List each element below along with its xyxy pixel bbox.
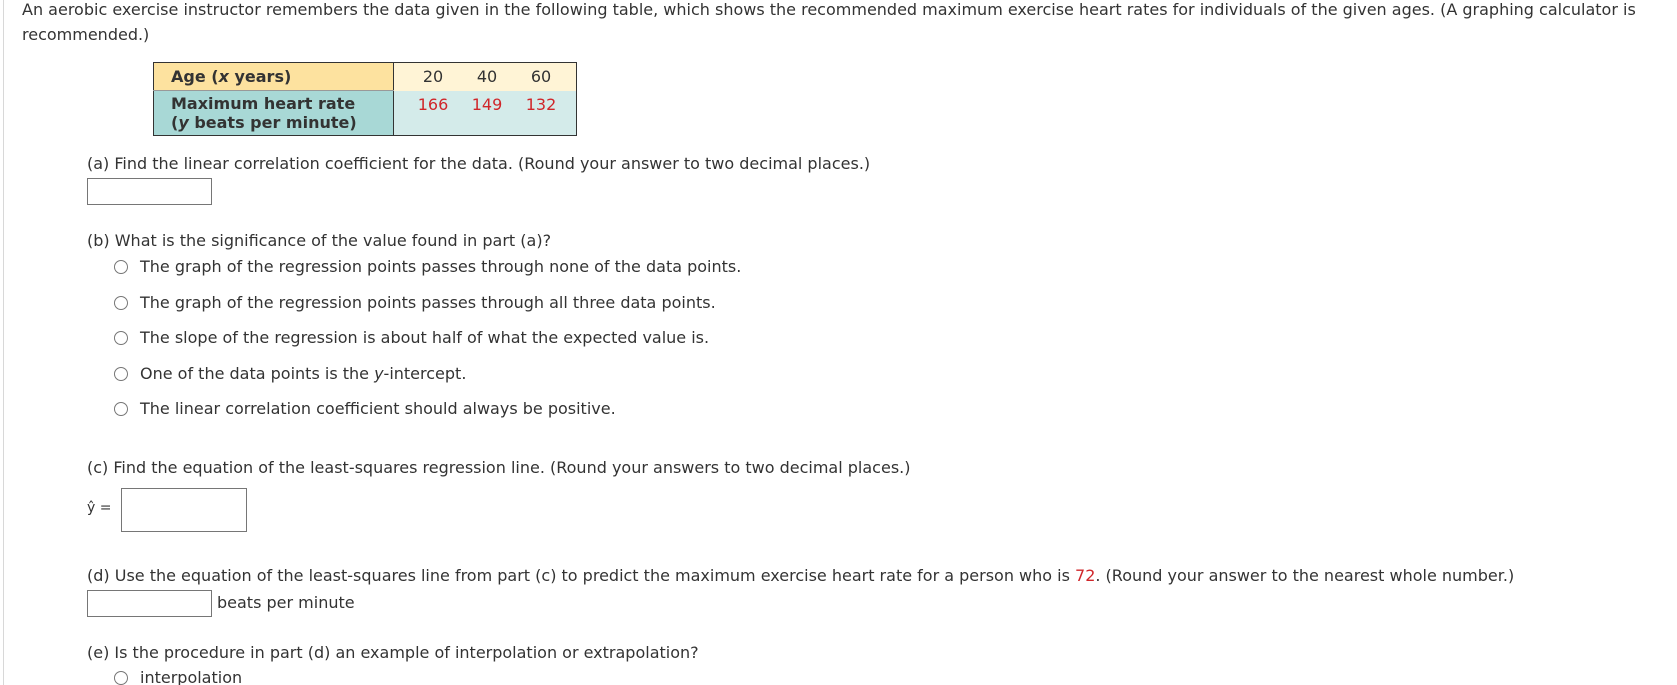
radio-icon[interactable] [114,296,128,310]
problem-intro [22,0,1672,47]
age-value-1: 20 [422,67,444,87]
radio-icon[interactable] [114,331,128,345]
part-c-prompt: (c) Find the equation of the least-squares regression line. (Round your answers to two decimal places.) [87,458,911,477]
part-b-option-2[interactable]: The graph of the regression points passes through all three data points. [114,293,716,312]
table-row-heart-rate [154,91,577,136]
part-b-option-4[interactable]: One of the data points is the y-intercept. [114,364,466,383]
heart-rate-value-1: 166 [417,94,449,114]
age-value-2: 40 [476,67,498,87]
intro-line-1: An aerobic exercise instructor remembers the data given in the following table, which shows the recommended maximum exercise heart rates for individuals of the given ages. (A graphing calculator is [22,0,1636,19]
part-d-answer-input[interactable] [87,590,212,617]
intro-line-2: recommended.) [22,25,150,44]
part-c-answer-input[interactable] [121,488,247,532]
yhat-label: ŷ = [87,500,112,516]
part-b-prompt: (b) What is the significance of the value found in part (a)? [87,231,552,250]
part-b-option-5[interactable]: The linear correlation coefficient should always be positive. [114,399,616,418]
heart-rate-value-2: 149 [471,94,503,114]
radio-icon[interactable] [114,260,128,274]
age-value-3: 60 [530,67,552,87]
part-d-unit-label: beats per minute [217,593,355,612]
radio-icon[interactable] [114,402,128,416]
part-e-prompt: (e) Is the procedure in part (d) an example of interpolation or extrapolation? [87,643,699,662]
radio-icon[interactable] [114,671,128,685]
part-d-age-value: 72 [1075,566,1096,585]
heart-rate-header: Maximum heart rate (y beats per minute) [154,91,394,136]
page-left-border [3,0,4,685]
table-row-age [154,63,577,91]
data-table [153,62,577,136]
part-a-answer-input[interactable] [87,178,212,205]
heart-rate-value-3: 132 [525,94,557,114]
part-b-option-1[interactable]: The graph of the regression points passes through none of the data points. [114,257,741,276]
part-d-prompt: (d) Use the equation of the least-squares line from part (c) to predict the maximum exercise heart rate for a person who is 72. (Round your answer to the nearest whole number.) [87,566,1515,585]
part-a-prompt: (a) Find the linear correlation coefficient for the data. (Round your answer to two decimal places.) [87,154,871,173]
part-e-option-1[interactable]: interpolation [114,668,242,685]
age-header: Age (x years) [154,63,394,91]
radio-icon[interactable] [114,367,128,381]
part-b-option-3[interactable]: The slope of the regression is about half of what the expected value is. [114,328,709,347]
